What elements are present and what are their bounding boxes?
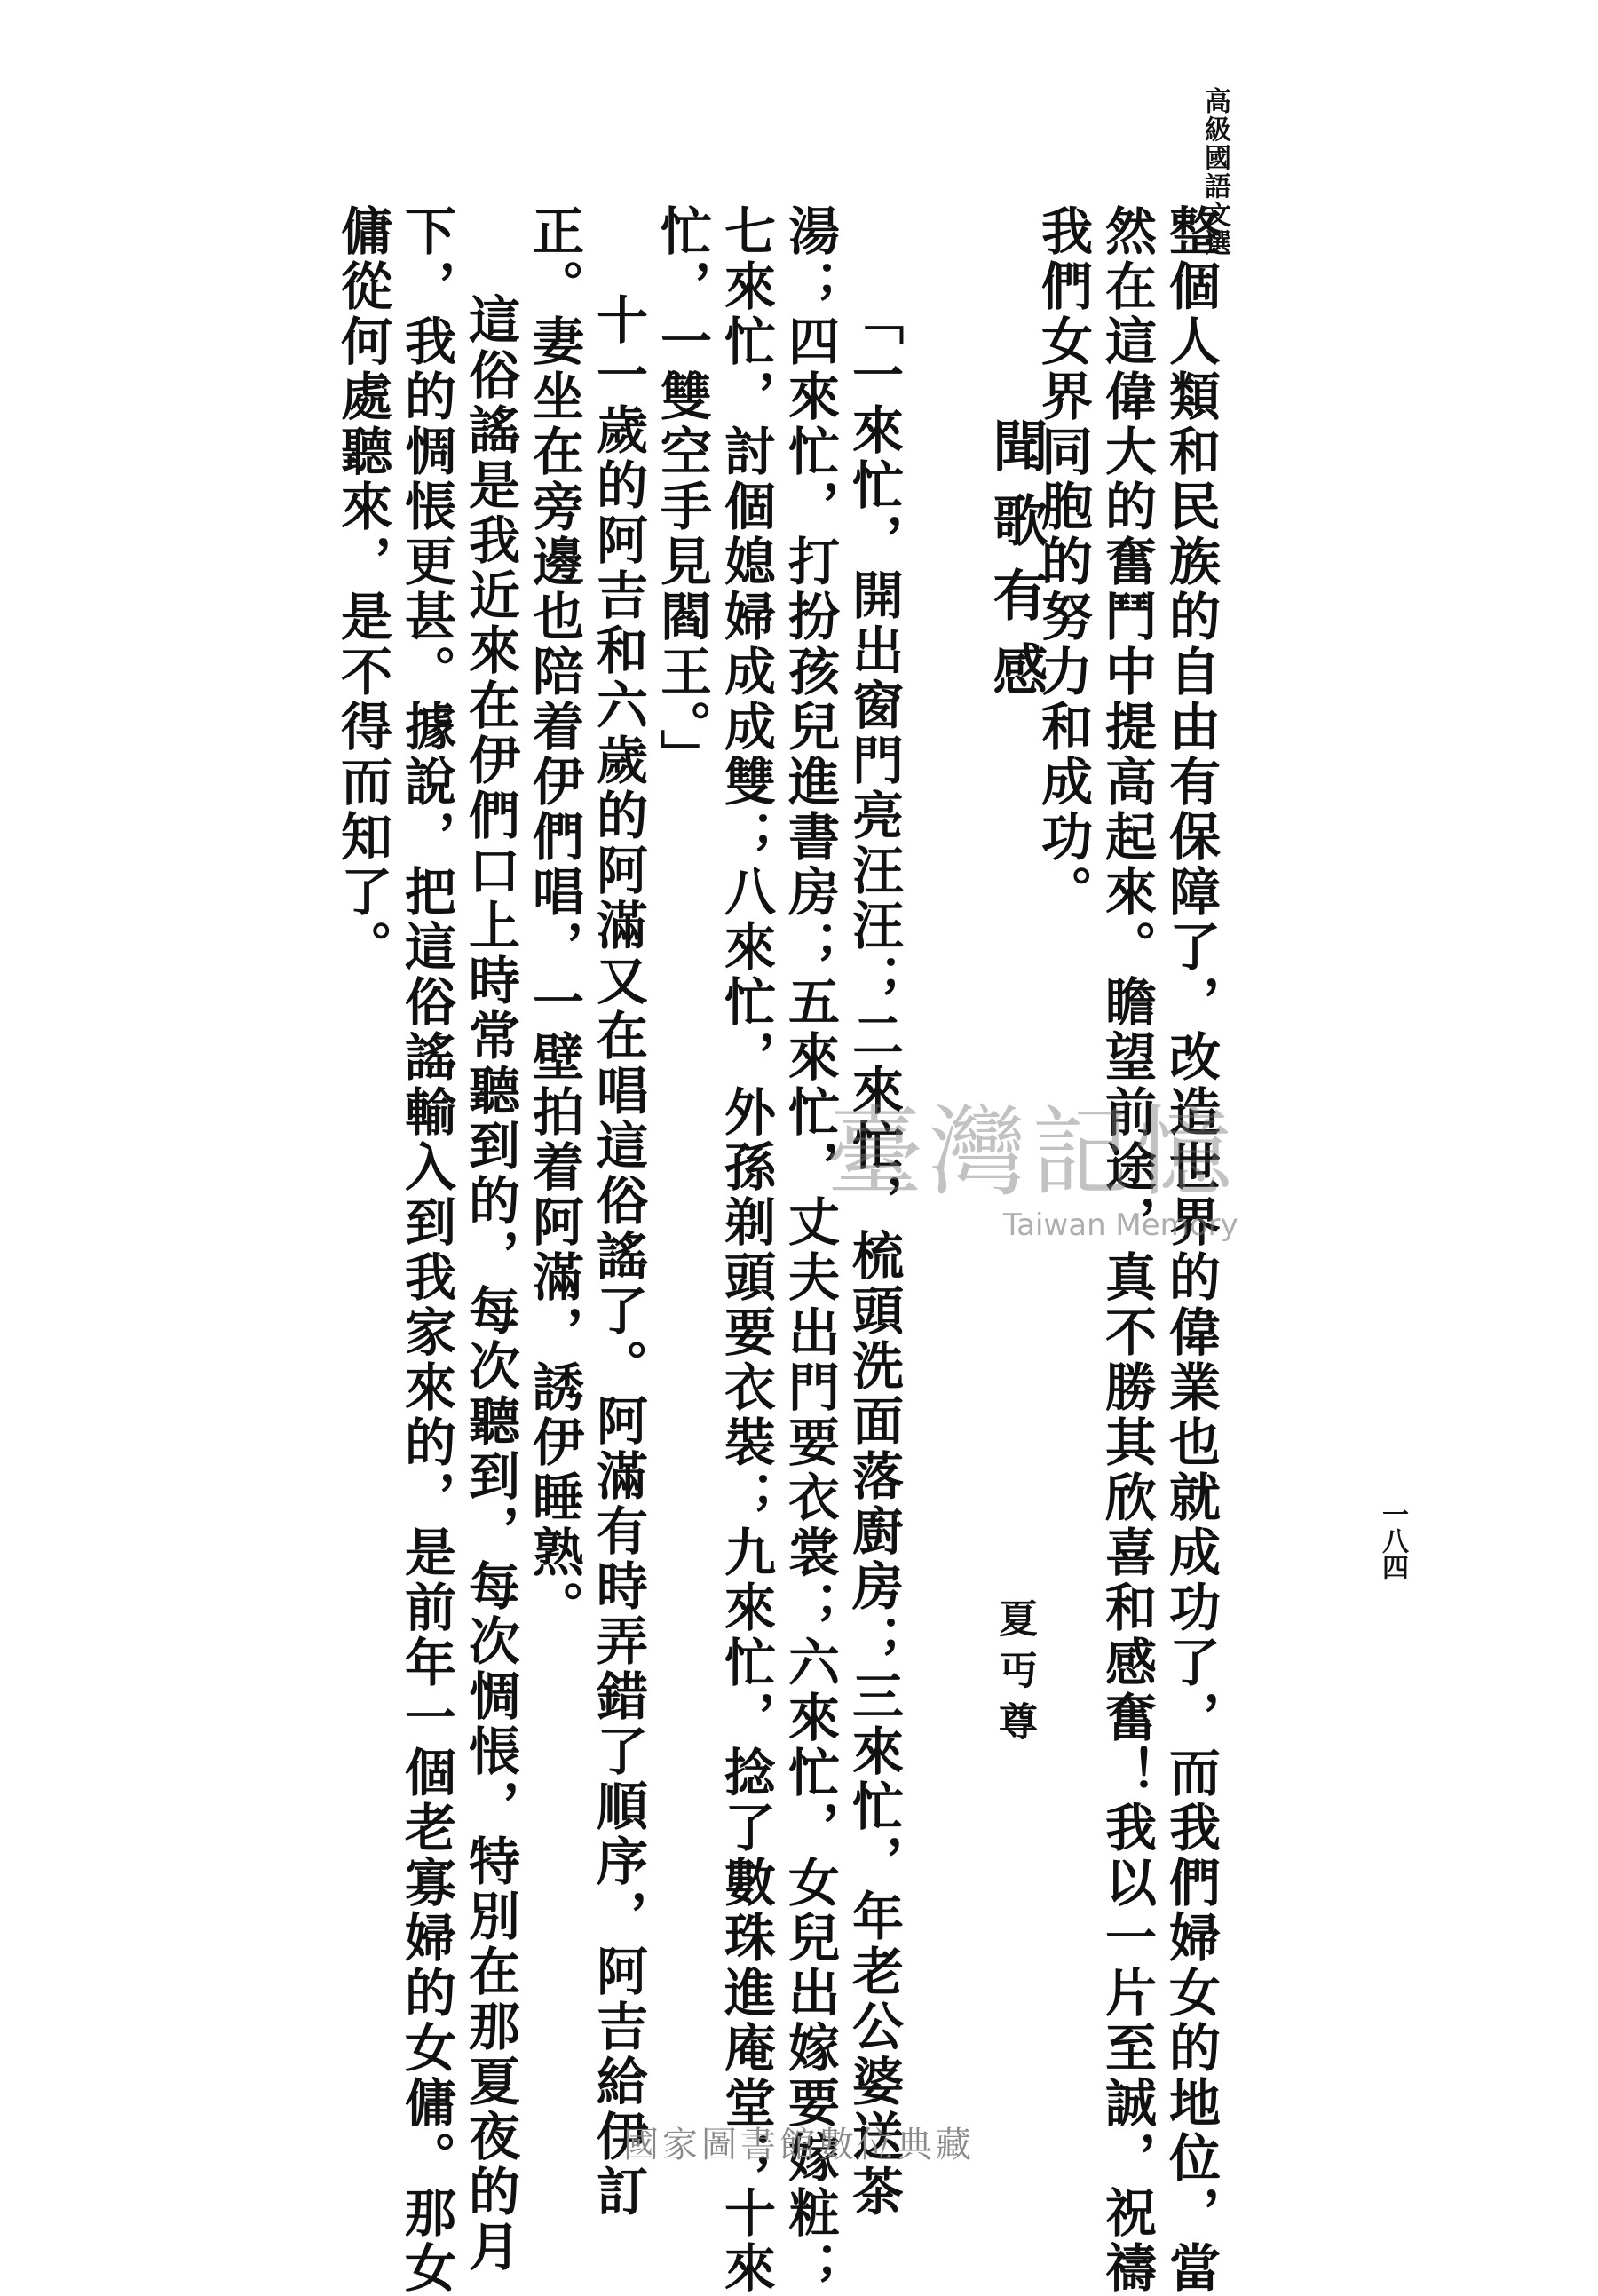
text-column-3: 我們女界同胞的努力和成功。 bbox=[1032, 204, 1093, 920]
page-number: 一八四 bbox=[1377, 1500, 1408, 1580]
article-title: 聞歌有感 bbox=[984, 417, 1048, 716]
text-column-7: 忙，一雙空手見閻王。」 bbox=[652, 204, 712, 784]
text-column-1: 整個人類和民族的自由有保障了，改造世界的偉業也就成功了，而我們婦女的地位，當 bbox=[1160, 204, 1221, 2296]
footer-credit: 國家圖書館數位典藏 bbox=[623, 2125, 975, 2165]
text-column-9: 正。妻坐在旁邊也陪着伊們唱，一壁拍着阿滿，誘伊睡熟。 bbox=[524, 204, 584, 1635]
text-column-11: 下，我的惆悵更甚。據說，把這俗謠輸入到我家來的，是前年一個老寡婦的女傭。那女 bbox=[396, 204, 456, 2296]
text-column-6: 七來忙，討個媳婦成成雙；八來忙，外孫剃頭要衣裝；九來忙，捻了數珠進庵堂；十來 bbox=[716, 204, 776, 2296]
text-column-2: 然在這偉大的奮鬥中提高起來。瞻望前途，真不勝其欣喜和感奮！我以一片至誠，祝禱 bbox=[1096, 204, 1157, 2296]
watermark-subtext: Taiwan Memory bbox=[1003, 1207, 1238, 1243]
article-author: 夏丏尊 bbox=[992, 1598, 1037, 1753]
text-column-4: 「一來忙，開出窗門亮汪汪；二來忙，梳頭洗面落廚房；三來忙，年老公婆送茶 bbox=[843, 293, 904, 2220]
book-title: 高級國語文選 bbox=[1199, 87, 1230, 257]
text-column-8: 十一歲的阿吉和六歲的阿滿又在唱這俗謠了。阿滿有時弄錯了順序，阿吉給伊訂 bbox=[588, 293, 648, 2220]
watermark-logo: 臺灣記憶 bbox=[826, 1096, 1238, 1209]
text-column-5: 湯；四來忙，打扮孩兒進書房；五來忙，丈夫出門要衣裳；六來忙，女兒出嫁要嫁粧； bbox=[779, 204, 840, 2296]
text-column-12: 傭從何處聽來，是不得而知了。 bbox=[332, 204, 392, 975]
text-column-10: 這俗謠是我近來在伊們口上時常聽到的，每次聽到，每次惆悵，特別在那夏夜的月 bbox=[460, 293, 520, 2275]
